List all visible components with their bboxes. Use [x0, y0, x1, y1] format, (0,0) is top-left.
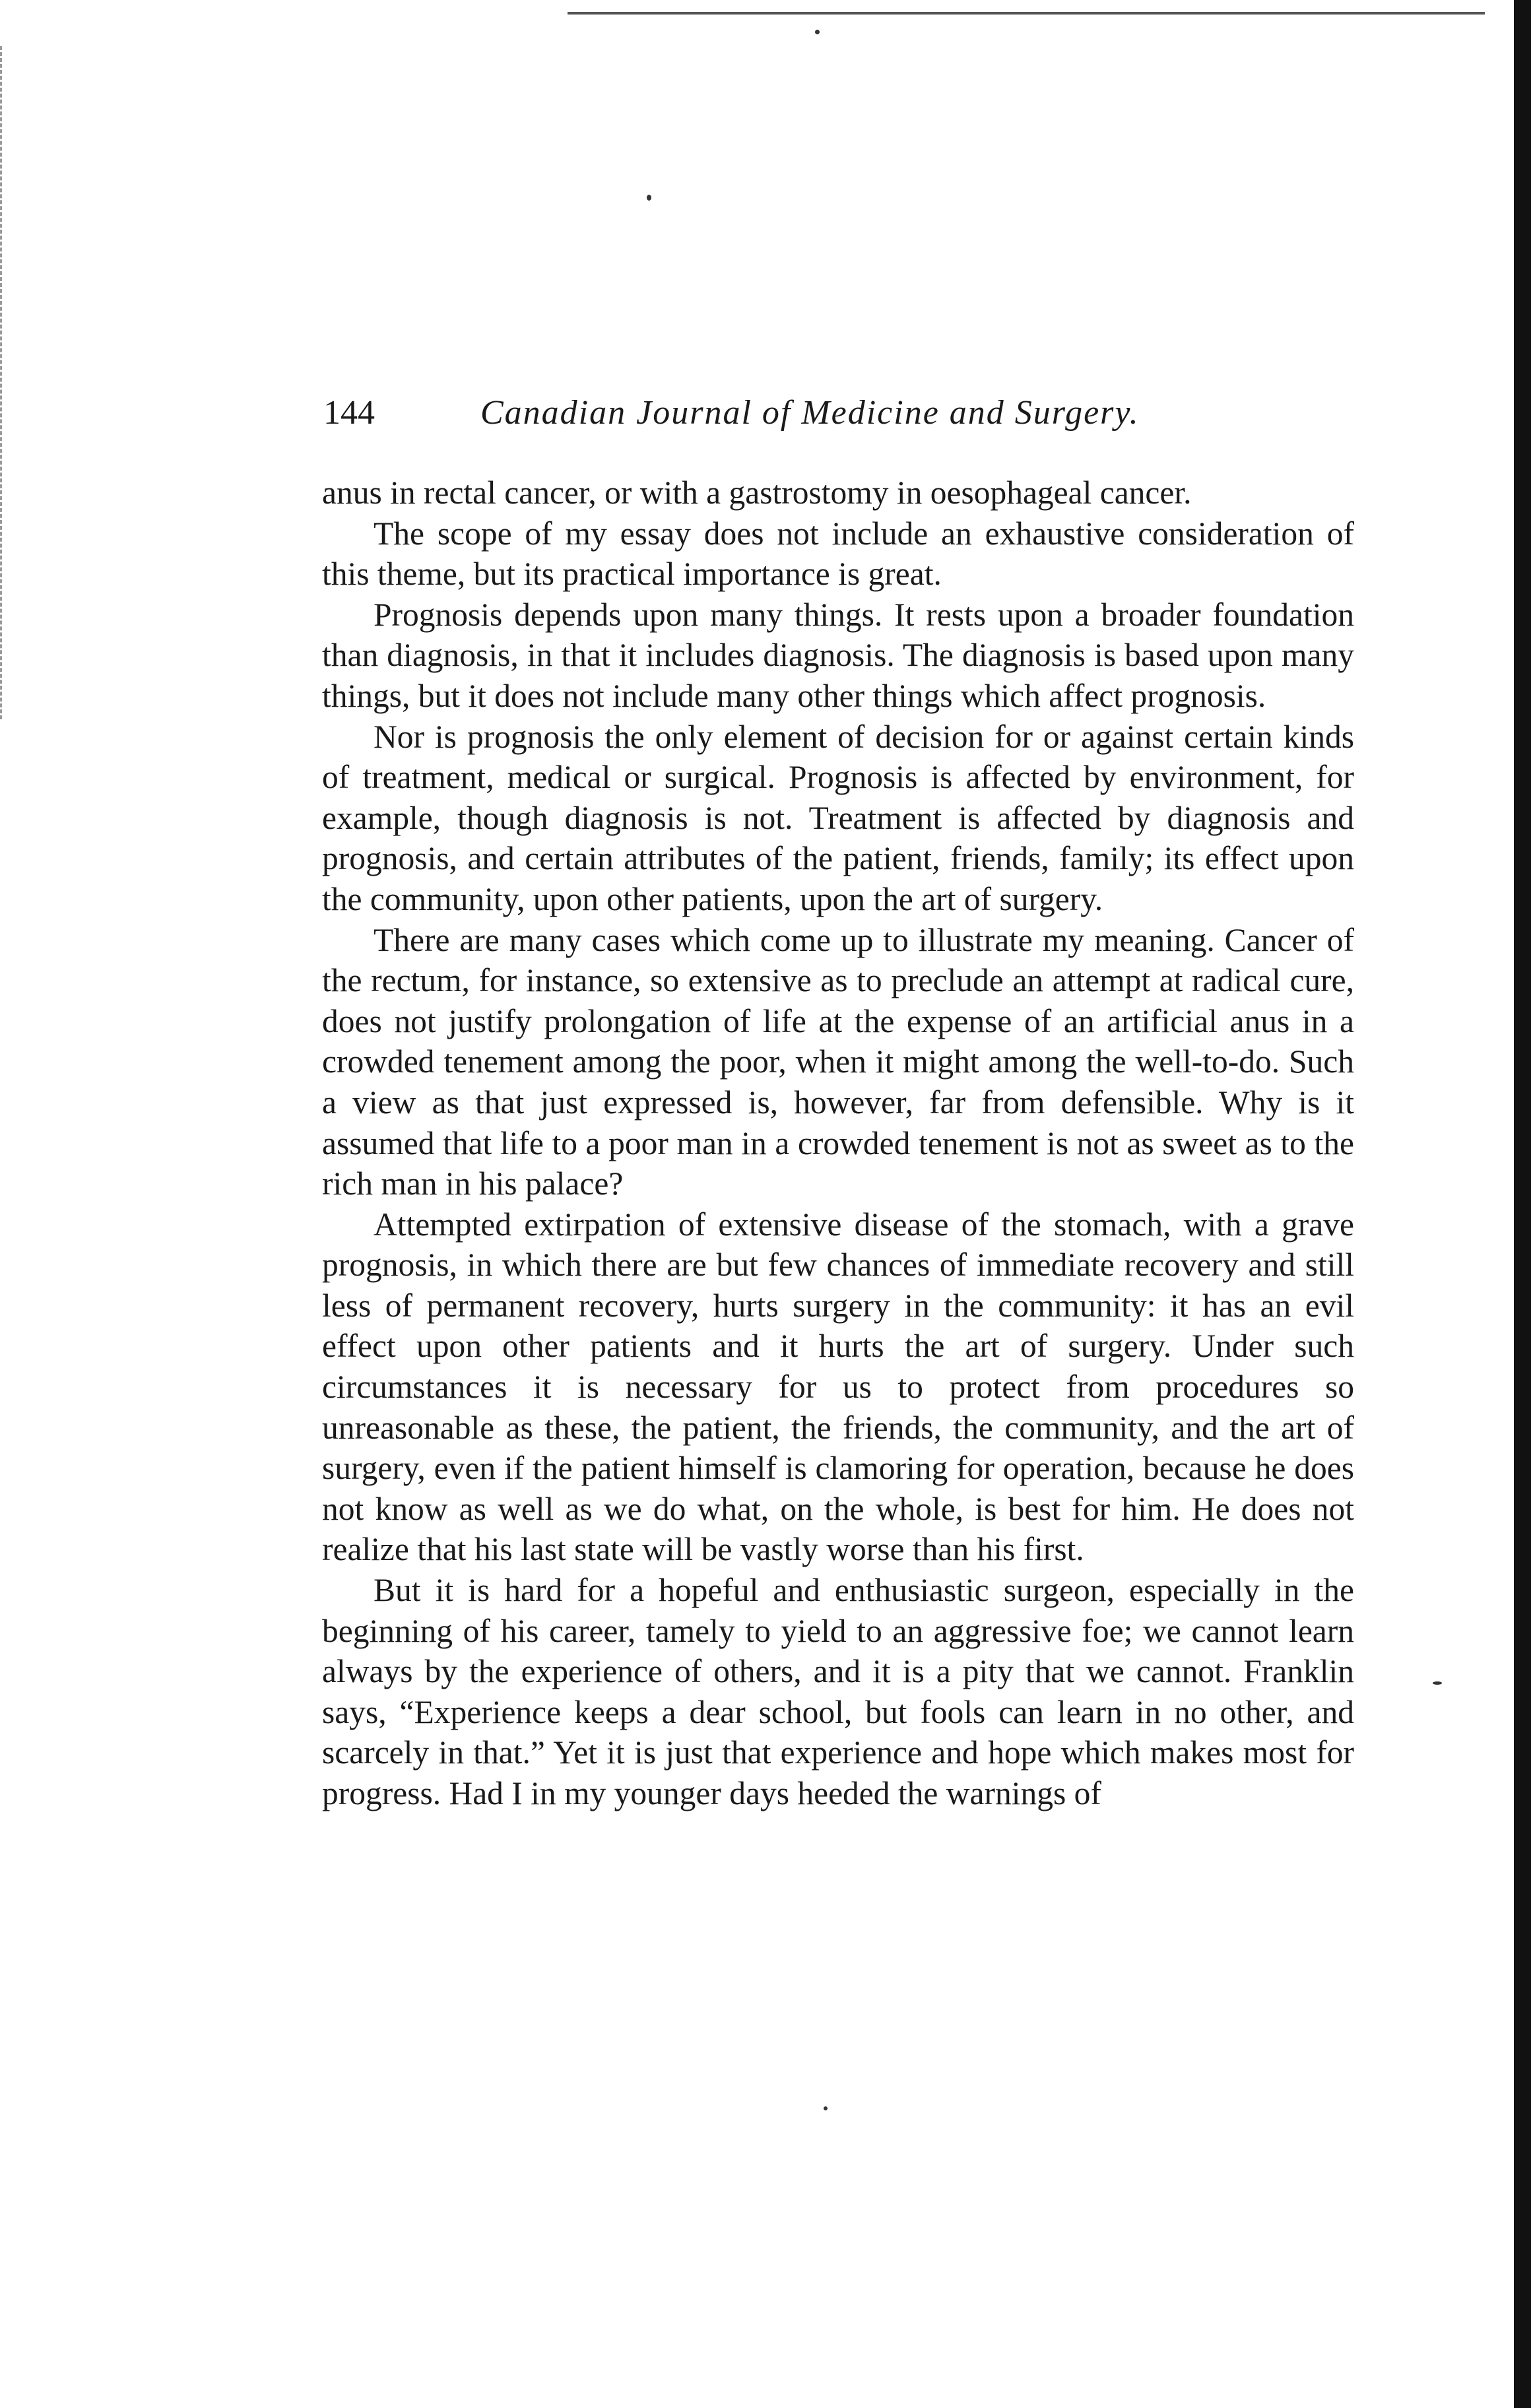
scan-speck: [647, 195, 651, 201]
scan-left-margin-marks: [0, 46, 5, 719]
page-number: 144: [323, 394, 375, 432]
scan-right-edge: [1514, 0, 1531, 2408]
paragraph: The scope of my essay does not include an exhaustive consideration of this theme, but its practical importance is great.: [322, 515, 1354, 593]
scan-top-rule: [568, 12, 1485, 15]
scan-speck: [824, 2106, 828, 2110]
paragraph: But it is hard for a hopeful and enthusiastic surgeon, especially in the beginning of his career, tamely to yield to an aggressive foe; we cannot learn always by the experience of others, and it is a pity that we cannot. Franklin says, “Experience keeps a dear school, but fools can learn in no other, and scarcely in that.” Yet it is just that experience and hope which makes most for progress. Had I in my younger days heeded the warnings of: [322, 1572, 1354, 1811]
paragraph: Attempted extirpation of extensive disease of the stomach, with a grave prognosis, in which there are but few chances of immediate recovery and still less of permanent recovery, hurts surgery in the community: it has an evil effect upon other patients and it hurts the art of surgery. Under such circumstances it is necessary for us to protect from procedures so unreasonable as these, the patient, the friends, the community, and the art of surgery, even if the patient himself is clamoring for operation, because he does not know as well as we do what, on the whole, is best for him. He does not realize that his last state will be vastly worse than his first.: [322, 1206, 1354, 1568]
scan-speck: [1433, 1681, 1442, 1685]
paragraph: Prognosis depends upon many things. It rests upon a broader foundation than diagnosis, in that it includes diagnosis. The diagnosis is based upon many things, but it does not include many other things which affect prognosis.: [322, 596, 1354, 714]
article-body: [322, 472, 1354, 1814]
running-title: Canadian Journal of Medicine and Surgery.: [480, 394, 1140, 432]
paragraph: anus in rectal cancer, or with a gastrostomy in oesophageal cancer.: [322, 474, 1192, 511]
page-header: [323, 388, 1353, 447]
paragraph: There are many cases which come up to illustrate my meaning. Cancer of the rectum, for instance, so extensive as to preclude an attempt at radical cure, does not justify prolongation of life at the expense of an artificial anus in a crowded tenement among the poor, when it might among the well-to-do. Such a view as that just expressed is, however, far from defensible. Why is it assumed that life to a poor man in a crowded tenement is not as sweet as to the rich man in his palace?: [322, 921, 1354, 1202]
scan-speck: [815, 30, 820, 34]
paragraph: Nor is prognosis the only element of decision for or against certain kinds of treatment, medical or surgical. Prognosis is affected by environment, for example, though diagnosis is not. Treatment is affected by diagnosis and prognosis, and certain attributes of the patient, friends, family; its effect upon the community, upon other patients, upon the art of surgery.: [322, 718, 1354, 917]
